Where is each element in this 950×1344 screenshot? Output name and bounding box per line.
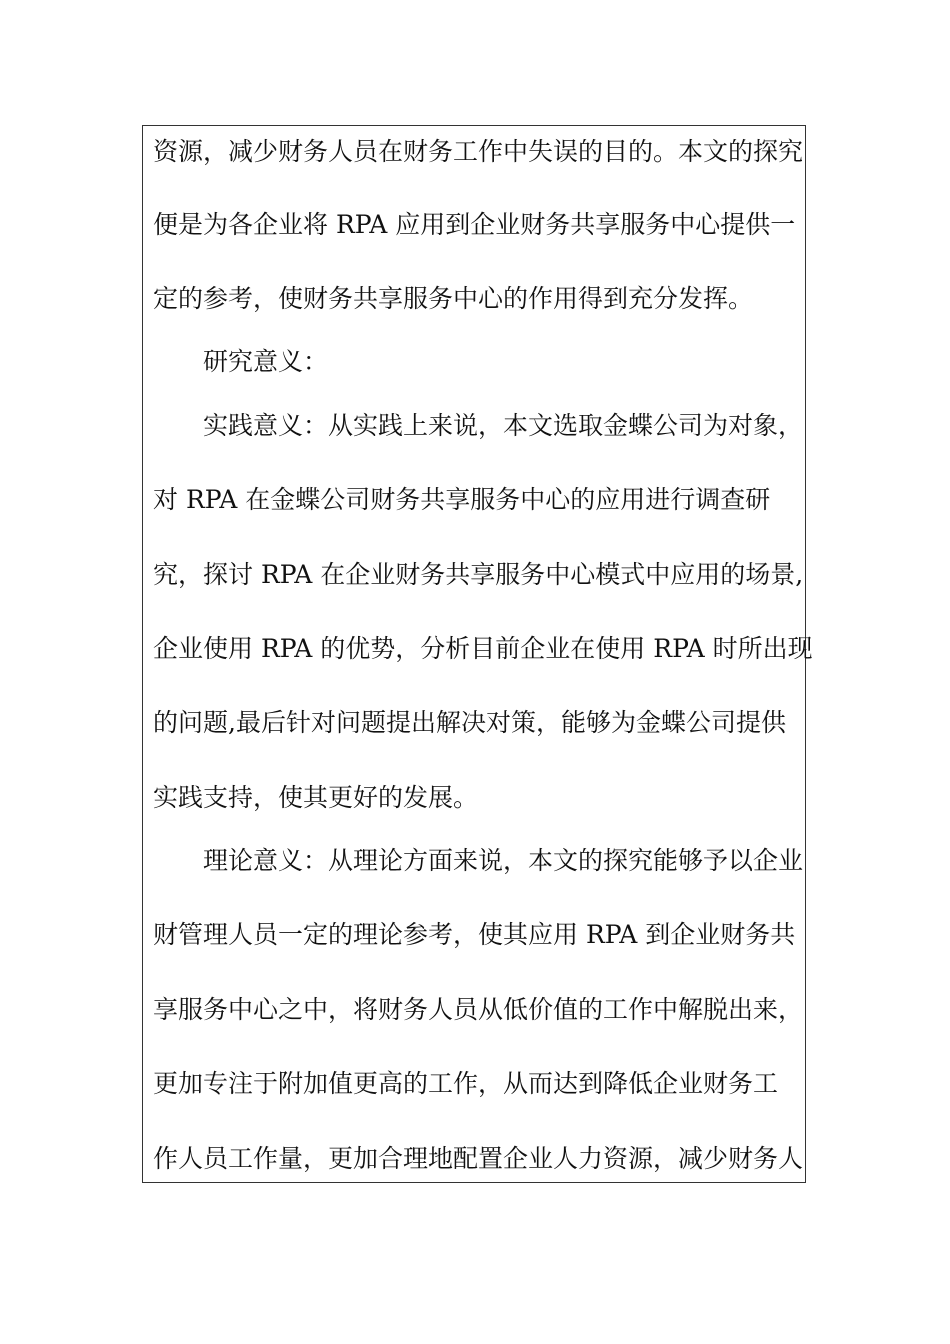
text-line: 作人员工作量，更加合理地配置企业人力资源，减少财务人	[153, 1144, 804, 1173]
text-line: 企业使用 RPA 的优势，分析目前企业在使用 RPA 时所出现	[153, 634, 813, 663]
text-line: 便是为各企业将 RPA 应用到企业财务共享服务中心提供一	[153, 210, 796, 239]
text-line: 实践意义：从实践上来说，本文选取金蝶公司为对象，	[203, 411, 804, 440]
text-line: 资源，减少财务人员在财务工作中失误的目的。本文的探究	[153, 137, 804, 166]
text-line: 定的参考，使财务共享服务中心的作用得到充分发挥。	[153, 284, 754, 313]
text-line: 享服务中心之中，将财务人员从低价值的工作中解脱出来，	[153, 995, 804, 1024]
text-line: 究，探讨 RPA 在企业财务共享服务中心模式中应用的场景,	[153, 560, 804, 589]
text-line: 财管理人员一定的理论参考，使其应用 RPA 到企业财务共	[153, 920, 796, 949]
text-line: 理论意义：从理论方面来说，本文的探究能够予以企业	[203, 846, 804, 875]
text-line: 实践支持，使其更好的发展。	[153, 783, 479, 812]
section-heading: 研究意义：	[203, 347, 329, 376]
text-line: 更加专注于附加值更高的工作，从而达到降低企业财务工	[153, 1069, 779, 1098]
text-line: 对 RPA 在金蝶公司财务共享服务中心的应用进行调查研	[153, 485, 771, 514]
text-line: 的问题,最后针对问题提出解决对策，能够为金蝶公司提供	[153, 708, 786, 737]
